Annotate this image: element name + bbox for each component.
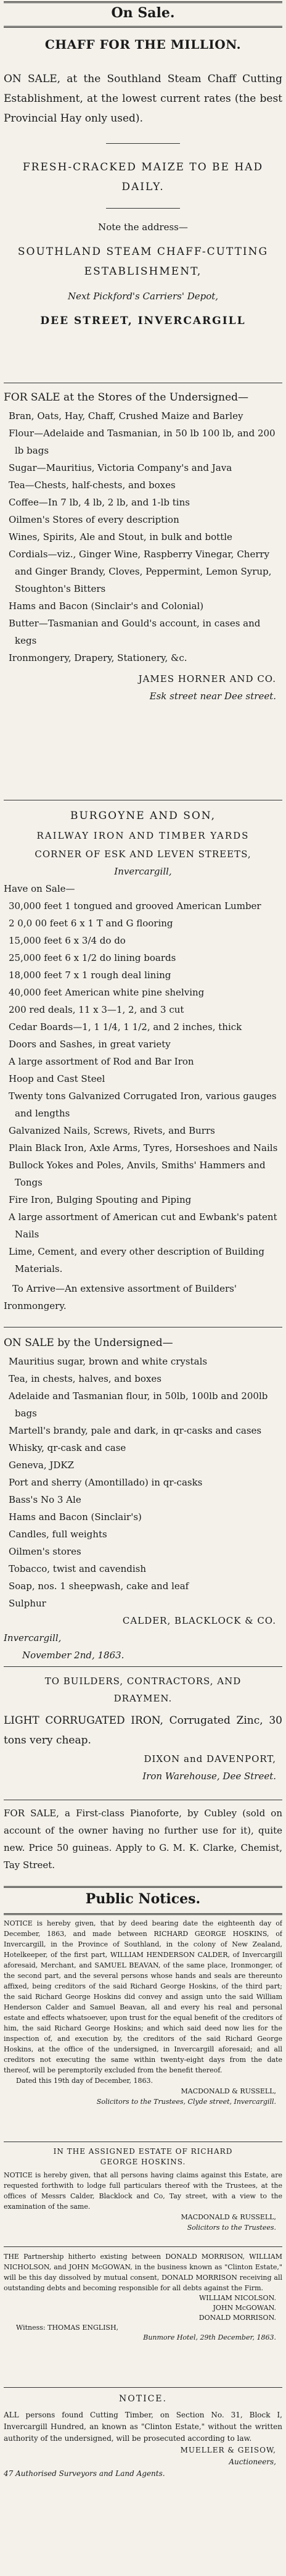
timber-role: Auctioneers, bbox=[229, 2458, 276, 2466]
dixon-head-1: TO BUILDERS, CONTRACTORS, AND bbox=[44, 1676, 242, 1687]
partnership-signature-3: DONALD MORRISON. bbox=[198, 2314, 276, 2322]
dixon-address: Iron Warehouse, Dee Street. bbox=[142, 1771, 276, 1782]
horner-intro: FOR SALE at the Stores of the Undersigned— bbox=[4, 391, 249, 404]
dixon-head-2: DRAYMEN. bbox=[113, 1693, 173, 1704]
list-item: Doors and Sashes, in great variety bbox=[9, 1039, 171, 1050]
section-title-on-sale: On Sale. bbox=[111, 5, 175, 21]
list-item: Flour—Adelaide and Tasmanian, in 50 lb 100 lb, and 200 lb bags bbox=[9, 428, 276, 456]
calder-items bbox=[4, 1353, 282, 1612]
partnership-body: THE Partnership hitherto existing between DONALD MORRISON, WILLIAM NICHOLSON, and JOHN McGOWAN, in the business known as "Clinton Estate," will be this day dissolved by mutual consent, DONALD MORRISON receiving all outstanding debts and becoming responsible for all debts against the Firm. bbox=[4, 2253, 282, 2292]
maize-notice: FRESH-CRACKED MAIZE TO BE HAD DAILY. bbox=[22, 161, 264, 193]
timber-body: ALL persons found Cutting Timber, on Section No. 31, Block I, Invercargill Hundred, an known as "Clinton Estate," without the written authority of the undersigned, will be prosecuted according to law. bbox=[4, 2411, 282, 2443]
piano-advert bbox=[4, 1805, 282, 1881]
list-item: Twenty tons Galvanized Corrugated Iron, various gauges and lengths bbox=[9, 1091, 277, 1119]
list-item: Oilmen's stores bbox=[9, 1546, 81, 1557]
notice-signature: MACDONALD & RUSSELL, bbox=[181, 2213, 276, 2221]
list-item: Whisky, qr-cask and case bbox=[9, 1442, 126, 1453]
list-item: Lime, Cement, and every other description of Building Materials. bbox=[9, 1246, 264, 1274]
partnership-witness: Witness: THOMAS ENGLISH, bbox=[16, 2324, 119, 2332]
calder-town: Invercargill, bbox=[4, 1632, 62, 1643]
list-item: Sulphur bbox=[9, 1598, 46, 1609]
burgoyne-subtitle: RAILWAY IRON AND TIMBER YARDS bbox=[36, 830, 250, 841]
list-item: 200 red deals, 11 x 3—1, 2, and 3 cut bbox=[9, 1004, 184, 1015]
calder-intro: ON SALE by the Undersigned— bbox=[4, 1337, 173, 1349]
list-item: A large assortment of American cut and Ewbank's patent Nails bbox=[9, 1211, 277, 1240]
burgoyne-arrive: To Arrive—An extensive assortment of Builders' Ironmongery. bbox=[4, 1283, 237, 1311]
horner-signature: JAMES HORNER AND CO. bbox=[138, 673, 276, 684]
timber-address: 47 Authorised Surveyors and Land Agents. bbox=[4, 2469, 165, 2478]
list-item: Hams and Bacon (Sinclair's) bbox=[9, 1511, 142, 1523]
list-item: 25,000 feet 6 x 1/2 do lining boards bbox=[9, 952, 176, 963]
notice-role: Solicitors to the Trustees, Clyde street, Invercargill. bbox=[96, 2098, 276, 2106]
list-item: Cedar Boards—1, 1 1/4, 1 1/2, and 2 inches, thick bbox=[9, 1021, 242, 1032]
burgoyne-town: Invercargill, bbox=[114, 866, 172, 877]
list-item: Martell's brandy, pale and dark, in qr-casks and cases bbox=[9, 1425, 262, 1436]
timber-title: NOTICE. bbox=[119, 2394, 167, 2404]
list-item: 2 0,0 00 feet 6 x 1 T and G flooring bbox=[9, 918, 173, 929]
partnership-signature-1: WILLIAM NICOLSON. bbox=[199, 2294, 276, 2302]
timber-signature: MUELLER & GEISOW, bbox=[180, 2446, 276, 2454]
list-item: Galvanized Nails, Screws, Rivets, and Burrs bbox=[9, 1125, 215, 1136]
list-item: Fire Iron, Bulging Spouting and Piping bbox=[9, 1194, 192, 1205]
piano-body: FOR SALE, a First-class Pianoforte, by Cubley (sold on account of the owner having no further use for it), quite new. Price 50 guineas. Apply to G. M. K. Clarke, Chemist, Tay Street. bbox=[4, 1808, 282, 1871]
list-item: Bullock Yokes and Poles, Anvils, Smiths' Hammers and Tongs bbox=[9, 1160, 266, 1188]
burgoyne-stock-list bbox=[4, 897, 282, 1278]
list-item: Wines, Spirits, Ale and Stout, in bulk and bottle bbox=[9, 531, 232, 542]
list-item: Mauritius sugar, brown and white crystals bbox=[9, 1356, 208, 1367]
notice-title-2: GEORGE HOSKINS. bbox=[100, 2158, 186, 2166]
horner-items bbox=[4, 407, 282, 667]
notice-dated: Dated this 19th day of December, 1863. bbox=[16, 2077, 153, 2085]
list-item: Tobacco, twist and cavendish bbox=[9, 1563, 147, 1574]
rule bbox=[4, 1666, 282, 1667]
list-item: Tea, in chests, halves, and boxes bbox=[9, 1373, 161, 1384]
list-item: A large assortment of Rod and Bar Iron bbox=[9, 1056, 194, 1067]
list-item: Bran, Oats, Hay, Chaff, Crushed Maize and Barley bbox=[9, 410, 243, 422]
burgoyne-corner: CORNER OF ESK AND LEVEN STREETS, bbox=[35, 849, 251, 860]
partnership-notice bbox=[4, 2251, 282, 2381]
hoskins-estate-notice bbox=[4, 2146, 282, 2239]
chaff-title: CHAFF FOR THE MILLION. bbox=[44, 37, 242, 52]
list-item: Candles, full weights bbox=[9, 1529, 107, 1540]
burgoyne-title: BURGOYNE AND SON, bbox=[70, 810, 216, 822]
list-item: Geneva, JDKZ bbox=[9, 1460, 75, 1471]
notice-signature: MACDONALD & RUSSELL, bbox=[181, 2087, 276, 2095]
establishment-name: SOUTHLAND STEAM CHAFF-CUTTING bbox=[17, 246, 269, 258]
rule bbox=[4, 2246, 282, 2247]
list-item: Ironmongery, Drapery, Stationery, &c. bbox=[9, 652, 187, 663]
list-item: Tea—Chests, half-chests, and boxes bbox=[9, 480, 176, 491]
timber-notice bbox=[4, 2392, 282, 2571]
dixon-advert bbox=[4, 1672, 282, 1796]
calder-signature: CALDER, BLACKLOCK & CO. bbox=[122, 1615, 276, 1626]
divider bbox=[106, 143, 180, 144]
list-item: Sugar—Mauritius, Victoria Company's and Java bbox=[9, 462, 232, 473]
calder-advert bbox=[4, 1333, 282, 1661]
burgoyne-have: Have on Sale— bbox=[4, 883, 75, 894]
top-rule bbox=[4, 1, 282, 3]
divider bbox=[106, 208, 180, 209]
list-item: Adelaide and Tasmanian flour, in 50lb, 100lb and 200lb bags bbox=[9, 1390, 268, 1419]
partnership-signature-2: JOHN McGOWAN. bbox=[213, 2304, 276, 2312]
establishment-name-2: ESTABLISHMENT, bbox=[84, 265, 202, 278]
rule bbox=[4, 26, 282, 28]
next-to: Next Pickford's Carriers' Depot, bbox=[67, 291, 219, 302]
list-item: Port and sherry (Amontillado) in qr-casks bbox=[9, 1477, 203, 1488]
list-item: Soap, nos. 1 sheepwash, cake and leaf bbox=[9, 1581, 189, 1592]
list-item: Oilmen's Stores of every description bbox=[9, 514, 179, 525]
dixon-signature: DIXON and DAVENPORT, bbox=[144, 1753, 276, 1764]
burgoyne-advert bbox=[4, 806, 282, 1321]
section-title-public-notices: Public Notices. bbox=[85, 1891, 201, 1907]
list-item: Cordials—viz., Ginger Wine, Raspberry Vinegar, Cherry and Ginger Brandy, Cloves, Peppermint, Lemon Syrup, Stoughton's Bitters bbox=[9, 549, 272, 594]
notice-title-1: IN THE ASSIGNED ESTATE OF RICHARD bbox=[53, 2147, 233, 2156]
list-item: 40,000 feet American white pine shelving bbox=[9, 987, 205, 998]
address-note: Note the address— bbox=[98, 222, 188, 233]
horner-address: Esk street near Dee street. bbox=[149, 691, 276, 702]
list-item: 30,000 feet 1 tongued and grooved American Lumber bbox=[9, 900, 261, 912]
list-item: Bass's No 3 Ale bbox=[9, 1494, 81, 1505]
horner-advert bbox=[4, 388, 282, 795]
rule bbox=[4, 1913, 282, 1915]
chaff-body: ON SALE, at the Southland Steam Chaff Cutting Establishment, at the lowest current rates (the best Provincial Hay only used). bbox=[4, 73, 282, 125]
notice-role: Solicitors to the Trustees. bbox=[187, 2224, 276, 2232]
dixon-body: LIGHT CORRUGATED IRON, Corrugated Zinc, 30 tons very cheap. bbox=[4, 1714, 282, 1747]
rule bbox=[4, 2387, 282, 2388]
rule bbox=[4, 1886, 282, 1888]
list-item: 15,000 feet 6 x 3/4 do do bbox=[9, 935, 126, 946]
chaff-advert bbox=[4, 32, 282, 378]
notice-body: NOTICE is hereby given, that by deed bearing date the eighteenth day of December, 1863, and made between RICHARD GEORGE HOSKINS, of Invercargill, in the Province of Southland, in the colony of New Zealand, Hotelkeeper, of the first part, WILLIAM HENDERSON CALDER, of Invercargill aforesaid, Merchant, and SAMUEL BEAVAN, of the same place, Ironmonger, of the second part, and the several persons whose hands and seals are thereunto affixed, being creditors of the said Richard George Hoskins, of the third part; the said Richard George Hoskins did convey and assign unto the said William Henderson Calder and Samuel Beavan, all and every his real and personal estate and effects whatsoever, upon trust for the equal benefit of the creditors of him, the said Richard George Hoskins; and which said deed now lies for the inspection of, and execution by, the creditors of the said Richard George Hoskins, at the office of the undersigned, in Invercargill aforesaid; and all creditors not executing the same within twenty-eight days from the date thereof, will be peremptorily excluded from the benefit thereof. bbox=[4, 1919, 282, 2074]
list-item: Plain Black Iron, Axle Arms, Tyres, Horseshoes and Nails bbox=[9, 1142, 278, 1153]
list-item: Coffee—In 7 lb, 4 lb, 2 lb, and 1-lb tins bbox=[9, 497, 190, 508]
list-item: Hams and Bacon (Sinclair's and Colonial) bbox=[9, 600, 204, 612]
street-address: DEE STREET, INVERCARGILL bbox=[40, 315, 246, 327]
list-item: Butter—Tasmanian and Gould's account, in cases and kegs bbox=[9, 618, 261, 646]
calder-date: November 2nd, 1863. bbox=[22, 1650, 125, 1661]
list-item: Hoop and Cast Steel bbox=[9, 1073, 105, 1084]
partnership-date: Bunmore Hotel, 29th December, 1863. bbox=[143, 2333, 276, 2341]
notice-body: NOTICE is hereby given, that all persons having claims against this Estate, are requested forthwith to lodge full particulars thereof with the Trustees, at the offices of Messrs Calder, Blacklock and Co, Tay street, with a view to the examination of the same. bbox=[4, 2171, 282, 2211]
list-item: 18,000 feet 7 x 1 rough deal lining bbox=[9, 970, 171, 981]
